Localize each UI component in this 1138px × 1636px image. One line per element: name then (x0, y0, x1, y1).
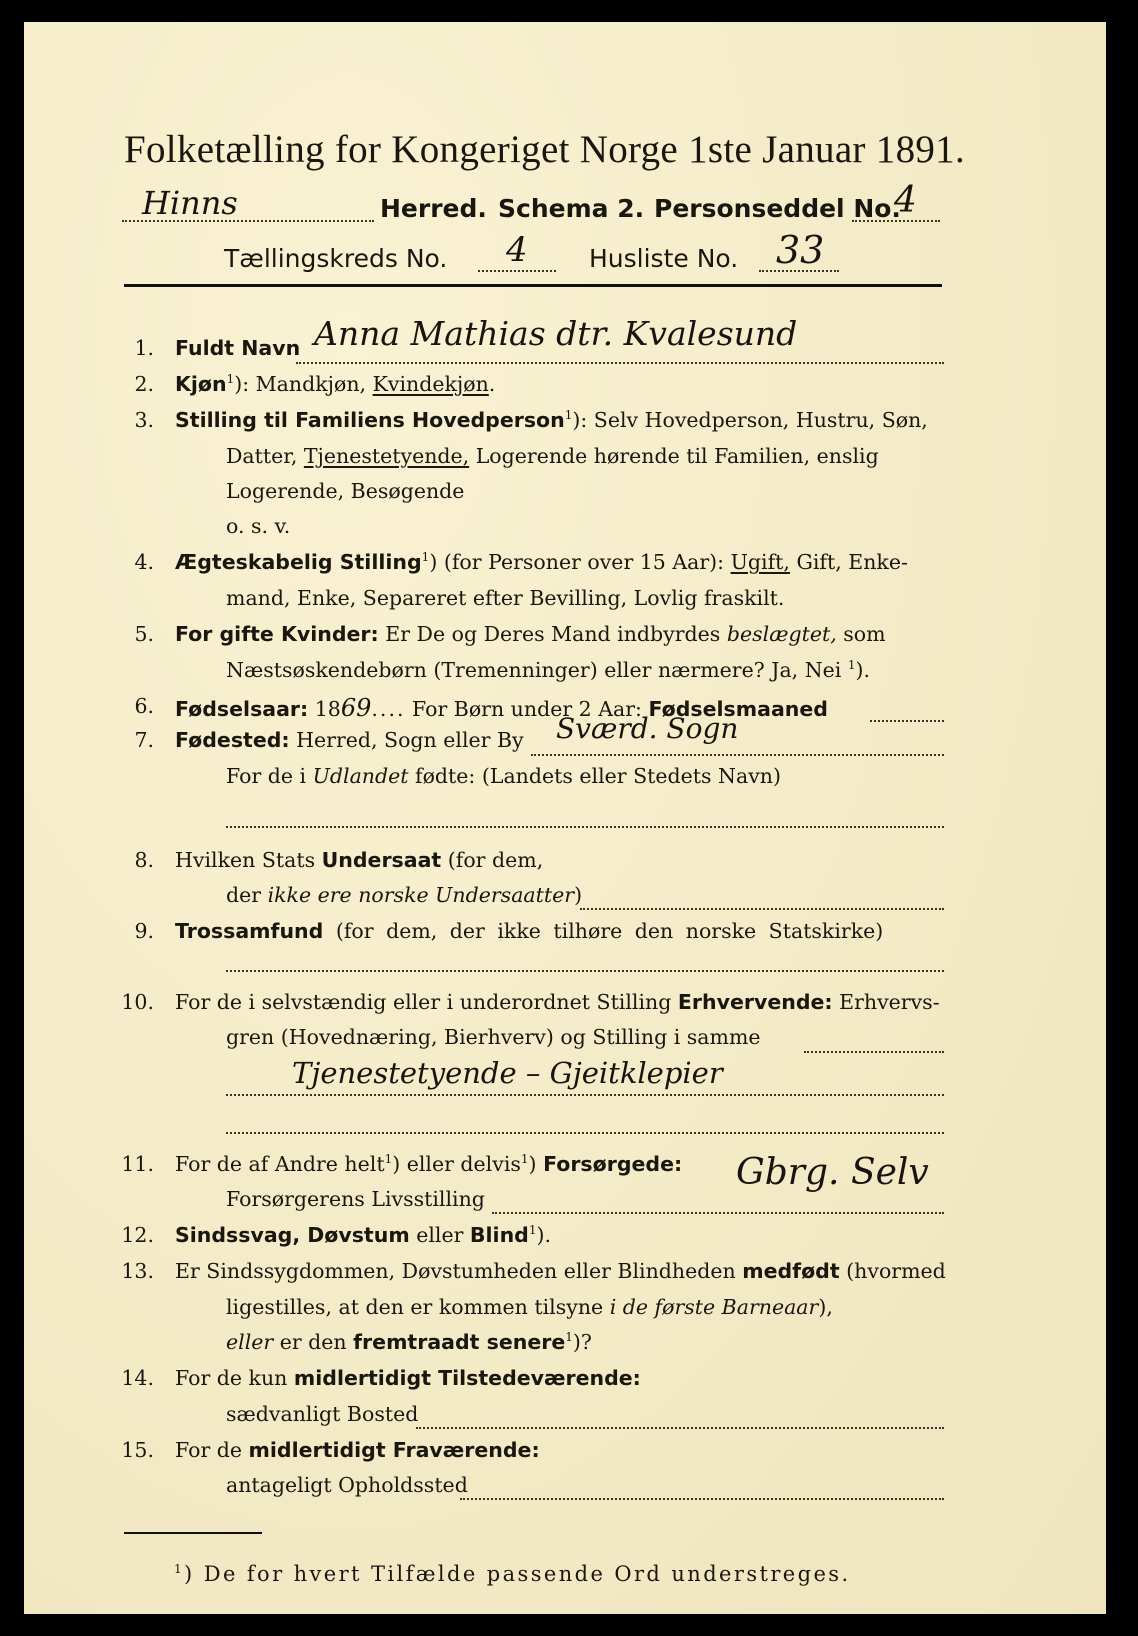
q4-line1-b: Gift, Enke- (789, 550, 908, 574)
q10-dotted-line (804, 1051, 944, 1053)
q5-line1-a: Er De og Deres Mand indbyrdes (378, 622, 727, 646)
q9-label: Trossamfund (175, 919, 324, 943)
herred-dotted-line (122, 220, 374, 222)
kreds-number: 4 (506, 230, 528, 270)
husliste-label: Husliste No. (589, 244, 739, 273)
q8-line1 (175, 848, 543, 872)
q2-line (175, 372, 495, 396)
q13-line1-a: Er Sindssygdommen, Døvstumheden eller Blindheden (175, 1259, 743, 1283)
q12-label: Sindssvag, Døvstum (175, 1223, 410, 1247)
q12-sup: 1 (528, 1223, 537, 1238)
q6-line: Fødselsaar: 1869.... For Børn under 2 Aar: Fødselsmaaned (175, 694, 828, 722)
q8-number: 8. (134, 848, 154, 872)
q13-line3-italic: eller (226, 1330, 274, 1354)
q3-line2 (226, 444, 879, 468)
q4-line1 (175, 550, 908, 574)
q4-label: Ægteskabelig Stilling (175, 550, 422, 574)
q11-dotted-line (492, 1212, 944, 1214)
form-title: Folketælling for Kongeriget Norge 1ste Januar 1891. (124, 128, 966, 171)
herred-label: Herred. (380, 194, 487, 223)
q13-line1 (175, 1259, 946, 1283)
q6-text: For Børn under 2 Aar: (405, 697, 649, 721)
q7-line2-a: For de i (226, 764, 313, 788)
q12-text: eller (409, 1223, 470, 1247)
q1-answer-name: Anna Mathias dtr. Kvalesund (314, 314, 798, 353)
q7-number: 7. (134, 728, 154, 752)
q5-line2-text: Næstsøskendebørn (Tremenninger) eller nærmere? Ja, Nei (226, 658, 848, 682)
q11-line2: Forsørgerens Livsstilling (226, 1187, 485, 1211)
q14-line2: sædvanligt Bosted (226, 1402, 419, 1426)
q4-line2: mand, Enke, Separeret efter Bevilling, Lovlig fraskilt. (226, 586, 785, 610)
q13-line3 (226, 1330, 592, 1354)
q13-number: 13. (121, 1259, 154, 1283)
q3-number: 3. (134, 408, 154, 432)
q3-line2-a: Datter, (226, 444, 304, 468)
q10-number: 10. (121, 990, 154, 1014)
footnote-text: ) De for hvert Tilfælde passende Ord understreges. (184, 1562, 851, 1586)
q13-line2-italic: i de første Barneaar (609, 1295, 819, 1319)
q10-answer-occupation: Tjenestetyende – Gjeitklepier (292, 1056, 723, 1090)
kreds-label: Tællingskreds No. (224, 244, 448, 273)
q2-number: 2. (134, 372, 154, 396)
q10-line1-c: Erhvervs- (832, 990, 940, 1014)
q8-line2 (226, 883, 582, 907)
personseddel-number: 4 (894, 180, 917, 221)
q4-sup: 1 (421, 550, 430, 565)
q12-number: 12. (121, 1223, 154, 1247)
q7-label: Fødested: (175, 728, 290, 752)
q12-line (175, 1223, 551, 1247)
schema-label: Schema 2. (498, 194, 645, 223)
q5-label: For gifte Kvinder: (175, 622, 379, 646)
q6-label: Fødselsaar: (175, 697, 309, 721)
q10-dotted-line-2 (226, 1094, 944, 1096)
q13-line1-c: (hvormed (839, 1259, 946, 1283)
q6-number: 6. (134, 694, 154, 718)
q5-line1 (175, 622, 886, 646)
q14-dotted-line (416, 1427, 944, 1429)
q15-line1 (175, 1438, 540, 1462)
husliste-number: 33 (776, 228, 825, 272)
q2-end: . (488, 372, 496, 396)
q13-sup: 1 (565, 1330, 573, 1345)
q5-sup: 1 (847, 658, 856, 673)
q9-dotted-line (226, 970, 944, 972)
q3-label: Stilling til Familiens Hovedperson (175, 408, 565, 432)
q8-line2-a: der (226, 883, 268, 907)
q13-label2: fremtraadt senere (353, 1330, 566, 1354)
q10-dotted-line-3 (226, 1132, 944, 1134)
q5-line1-italic: beslægtet, (726, 622, 837, 646)
q5-line1-b: som (836, 622, 886, 646)
q11-number: 11. (121, 1152, 154, 1176)
q10-line1 (175, 990, 940, 1014)
q11-line1-c: ) (528, 1152, 544, 1176)
q10-line1-a: For de i selvstændig eller i underordnet Stilling (175, 990, 678, 1014)
q12-label2: Blind (469, 1223, 529, 1247)
personseddel-label: Personseddel No. (654, 194, 901, 223)
q3-line4: o. s. v. (226, 514, 291, 538)
q3-line2-b: Logerende hørende til Familien, enslig (469, 444, 879, 468)
q7-answer-birthplace: Sværd. Sogn (556, 712, 739, 745)
q8-line1-a: Hvilken Stats (175, 848, 322, 872)
q7-dotted-line (531, 754, 944, 756)
q15-line1-a: For de (175, 1438, 249, 1462)
q6-dotted-line (870, 720, 944, 722)
q8-dotted-line (580, 908, 944, 910)
q13-line2 (226, 1295, 833, 1319)
q7-text: Herred, Sogn eller By (289, 728, 524, 752)
q9-text: (for dem, der ikke tilhøre den norske Statskirke) (323, 919, 884, 943)
q13-line2-b: ), (818, 1295, 833, 1319)
footnote (174, 1562, 851, 1586)
q2-text: ): Mandkjøn, (234, 372, 373, 396)
q11-line1-a: For de af Andre helt (175, 1152, 385, 1176)
q13-line2-a: ligestilles, at den er kommen tilsyne (226, 1295, 610, 1319)
q11-sup-2: 1 (520, 1152, 529, 1167)
q2-underlined-kvindekjon: Kvindekjøn (372, 372, 489, 396)
q11-answer: Gbrg. Selv (736, 1152, 929, 1193)
footnote-sup: 1 (174, 1562, 185, 1576)
q4-underlined-ugift: Ugift, (730, 550, 790, 574)
q6-prefix: 18 (308, 697, 341, 721)
q3-underlined-tjenestetyende: Tjenestetyende, (303, 444, 470, 468)
q11-line1-b: ) eller delvis (392, 1152, 521, 1176)
q7-line1 (175, 728, 524, 752)
q11-label: Forsørgede: (543, 1152, 683, 1176)
census-form (24, 22, 1106, 1614)
q3-line3: Logerende, Besøgende (226, 479, 465, 503)
header-rule (124, 284, 942, 287)
q13-label: medfødt (742, 1259, 840, 1283)
q14-line1 (175, 1366, 641, 1390)
q14-label: midlertidigt Tilstedeværende: (293, 1366, 641, 1390)
q11-line1 (175, 1152, 682, 1176)
q14-line1-a: For de kun (175, 1366, 294, 1390)
q15-line2: antageligt Opholdssted (226, 1473, 468, 1497)
q3-line1 (175, 408, 943, 432)
q7-line2-italic: Udlandet (312, 764, 409, 788)
q1-number: 1. (134, 336, 154, 360)
q7-line2-b: fødte: (Landets eller Stedets Navn) (408, 764, 781, 788)
q3-sup: 1 (564, 408, 573, 423)
q5-line2 (226, 658, 870, 682)
q7-line2 (226, 764, 781, 788)
q7-dotted-line-2 (226, 826, 944, 828)
herred-value: Hinns (142, 184, 238, 222)
kreds-dotted-line (478, 270, 556, 272)
q8-label: Undersaat (321, 848, 442, 872)
q10-line2: gren (Hovednæring, Bierhverv) og Stilling i samme (226, 1025, 761, 1049)
q13-line3-a: er den (273, 1330, 354, 1354)
q12-end: ). (536, 1223, 552, 1247)
q15-label: midlertidigt Fraværende: (248, 1438, 540, 1462)
q5-number: 5. (134, 622, 154, 646)
q2-sup: 1 (226, 372, 235, 387)
q9-line (175, 919, 883, 943)
q13-line3-c: )? (572, 1330, 592, 1354)
q1-dotted-line (296, 362, 944, 364)
q15-number: 15. (121, 1438, 154, 1462)
q9-number: 9. (134, 919, 154, 943)
q4-line1-a: ) (for Personer over 15 Aar): (429, 550, 731, 574)
q14-number: 14. (121, 1366, 154, 1390)
q11-sup-1: 1 (384, 1152, 393, 1167)
q8-line1-c: (for dem, (441, 848, 544, 872)
q4-number: 4. (134, 550, 154, 574)
q15-dotted-line (460, 1498, 944, 1500)
q6-year: 69 (340, 694, 372, 722)
q8-line2-italic: ikke ere norske Undersaatter (267, 883, 575, 907)
q10-label: Erhvervende: (677, 990, 833, 1014)
q6-label2: Fødselsmaaned (648, 697, 828, 721)
q8-line2-b: ) (574, 883, 583, 907)
q1-label: Fuldt Navn (175, 336, 301, 360)
q5-line2-end: ). (855, 658, 870, 682)
q2-label: Kjøn (175, 372, 227, 396)
q3-line1-rest: ): Selv Hovedperson, Hustru, Søn, (572, 408, 928, 432)
footnote-rule (124, 1532, 262, 1534)
